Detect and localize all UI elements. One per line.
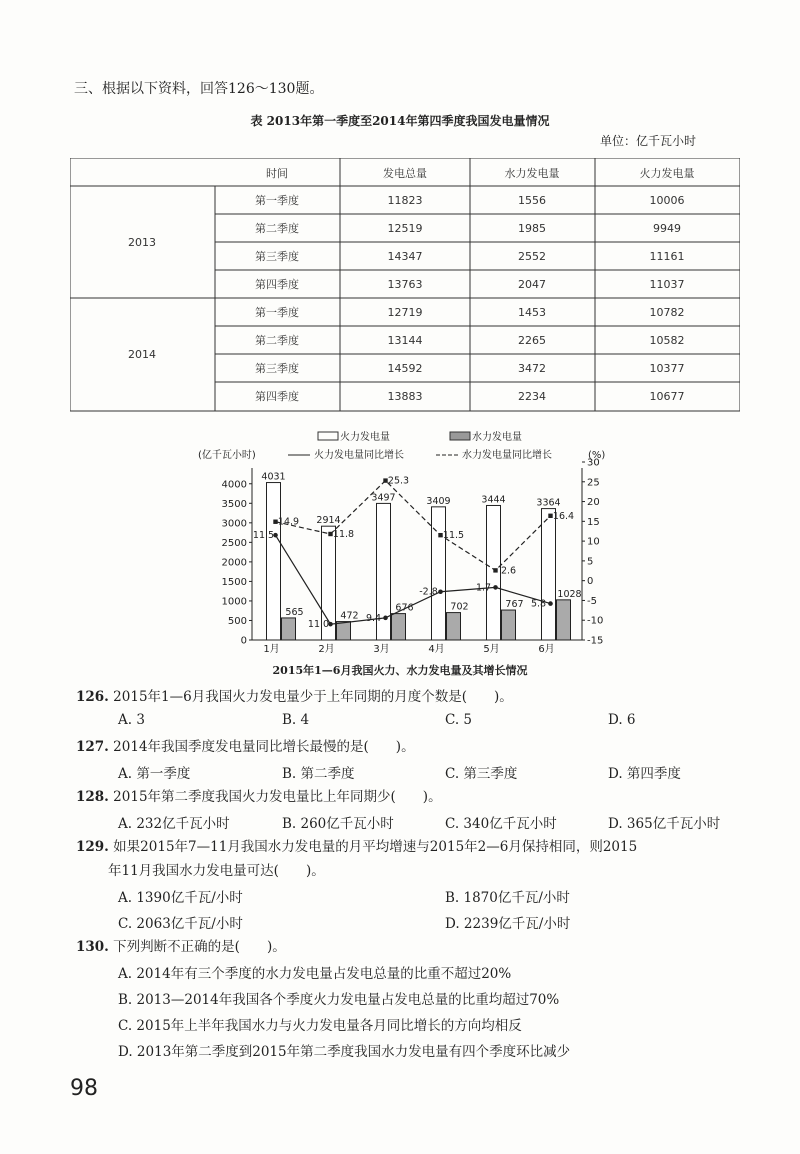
option: D. 第四季度: [608, 766, 681, 782]
right-tick: 25: [587, 477, 600, 489]
table-header: 火力发电量: [639, 167, 695, 180]
thermal-bar-label: 2914: [316, 515, 341, 527]
thermal-growth-label: 11.0: [307, 619, 330, 631]
table-cell: 13763: [387, 278, 423, 291]
option: C. 2063亿千瓦/小时: [118, 916, 243, 932]
table-cell: 2552: [518, 250, 546, 263]
table-year: 2013: [128, 236, 156, 249]
thermal-growth-label: 5.8: [530, 598, 547, 610]
hydro-bar: [447, 613, 461, 640]
thermal-growth-point: [383, 616, 388, 621]
option: D. 2013年第二季度到2015年第二季度我国水力发电量有四个季度环比减少: [118, 1044, 571, 1060]
table-cell: 10006: [649, 194, 685, 207]
hydro-bar-label: 676: [395, 602, 414, 614]
option: B. 4: [282, 712, 310, 728]
right-tick: 15: [587, 516, 600, 528]
table-cell: 2234: [518, 390, 546, 403]
table-title: 表 2013年第一季度至2014年第四季度我国发电量情况: [250, 114, 550, 128]
hydro-bar: [392, 614, 406, 640]
left-tick: 1000: [221, 596, 247, 608]
question-text: 2015年第二季度我国火力发电量比上年同期少( )。: [108, 789, 442, 805]
hydro-growth-label: 14.9: [277, 516, 300, 528]
table-header: 水力发电量: [504, 167, 560, 180]
legend-thermal-growth-label: 火力发电量同比增长: [314, 450, 404, 461]
option: C. 340亿千瓦小时: [445, 816, 557, 832]
hydro-growth-label: 25.3: [387, 475, 410, 487]
table-cell: 1556: [518, 194, 546, 207]
question-text: 2014年我国季度发电量同比增长最慢的是( )。: [108, 739, 415, 755]
thermal-bar-label: 3364: [536, 497, 561, 509]
hydro-growth-point: [493, 568, 497, 572]
thermal-bar: [542, 509, 556, 640]
thermal-growth-label: -2.8: [419, 586, 438, 598]
table-cell: 第四季度: [255, 390, 299, 403]
legend-hydro-label: 水力发电量: [472, 432, 522, 443]
chart-caption: 2015年1—6月我国火力、水力发电量及其增长情况: [272, 664, 528, 677]
table-cell: 第二季度: [255, 334, 299, 347]
question-number: 129.: [76, 839, 109, 855]
option: A. 3: [118, 712, 145, 728]
table-cell: 1453: [518, 306, 546, 319]
table-cell: 12519: [387, 222, 423, 235]
x-tick: 5月: [483, 644, 500, 655]
option: A. 1390亿千瓦/小时: [118, 890, 243, 906]
x-tick: 3月: [373, 644, 390, 655]
hydro-bar: [502, 610, 516, 640]
table-cell: 第一季度: [255, 306, 299, 319]
table-header: 发电总量: [383, 167, 427, 180]
left-axis-unit: (亿千瓦小时): [198, 450, 256, 461]
hydro-growth-label: 11.8: [332, 528, 355, 540]
table-cell: 11037: [649, 278, 685, 291]
left-tick: 3500: [221, 498, 247, 510]
thermal-growth-point: [493, 585, 498, 590]
table-cell: 第三季度: [255, 362, 299, 375]
right-tick: -10: [587, 615, 604, 627]
table-cell: 11161: [649, 250, 685, 263]
left-tick: 2000: [221, 557, 247, 569]
hydro-bar-label: 702: [450, 601, 469, 613]
option: B. 260亿千瓦小时: [282, 816, 394, 832]
table-cell: 10677: [649, 390, 685, 403]
table-cell: 第二季度: [255, 222, 299, 235]
x-tick: 6月: [538, 644, 555, 655]
option: C. 2015年上半年我国水力与火力发电量各月同比增长的方向均相反: [118, 1018, 522, 1034]
question-stem: [76, 688, 513, 706]
option: C. 5: [445, 712, 473, 728]
right-tick: 20: [587, 497, 600, 509]
right-tick: -5: [587, 595, 597, 607]
question-text: 下列判断不正确的是( )。: [108, 939, 286, 955]
left-tick: 4000: [221, 479, 247, 491]
legend-thermal-swatch: [318, 432, 338, 440]
legend-hydro-swatch: [450, 432, 470, 440]
question-stem: [76, 788, 442, 806]
right-tick: 10: [587, 536, 600, 548]
legend-thermal-label: 火力发电量: [340, 432, 390, 443]
option: D. 2239亿千瓦/小时: [445, 916, 571, 932]
hydro-bar: [337, 622, 351, 640]
left-tick: 0: [240, 635, 247, 647]
hydro-bar-label: 565: [285, 606, 304, 618]
table-cell: 14592: [387, 362, 423, 375]
thermal-bar: [487, 505, 501, 640]
table-cell: 3472: [518, 362, 546, 375]
table-cell: 11823: [387, 194, 423, 207]
thermal-bar: [432, 507, 446, 640]
option: D. 365亿千瓦小时: [608, 816, 721, 832]
left-tick: 500: [227, 615, 247, 627]
left-tick: 2500: [221, 537, 247, 549]
hydro-thermal-chart: [190, 428, 610, 678]
question-stem: [76, 738, 415, 756]
table-cell: 12719: [387, 306, 423, 319]
x-tick: 1月: [263, 644, 280, 655]
thermal-bar-label: 3497: [371, 492, 396, 504]
hydro-growth-label: 2.6: [500, 565, 517, 577]
x-tick: 2月: [318, 644, 335, 655]
question-text-cont: 年11月我国水力发电量可达( )。: [108, 863, 325, 879]
question-number: 128.: [76, 789, 109, 805]
right-axis-unit: (%): [588, 450, 606, 461]
legend-hydro-growth-label: 水力发电量同比增长: [462, 450, 552, 461]
hydro-bar-label: 767: [505, 599, 524, 611]
thermal-growth-label: 9.4: [365, 612, 382, 624]
table-cell: 9949: [653, 222, 681, 235]
table-cell: 10782: [649, 306, 685, 319]
table-year: 2014: [128, 348, 156, 361]
left-tick: 1500: [221, 576, 247, 588]
question-number: 126.: [76, 689, 109, 705]
thermal-bar-label: 3409: [426, 495, 451, 507]
thermal-growth-point: [548, 601, 553, 606]
question-text: 如果2015年7—11月我国水力发电量的月平均增速与2015年2—6月保持相同，则2015: [108, 839, 638, 855]
right-tick: 30: [587, 457, 600, 469]
table-cell: 14347: [387, 250, 423, 263]
option: A. 232亿千瓦小时: [118, 816, 230, 832]
table-header: 时间: [266, 167, 288, 180]
page-number: 98: [70, 1076, 98, 1101]
hydro-growth-label: 11.5: [442, 530, 465, 542]
hydro-bar: [557, 600, 571, 640]
right-tick: 5: [587, 556, 594, 568]
question-number: 127.: [76, 739, 109, 755]
right-tick: 0: [587, 576, 594, 588]
question-text: 2015年1—6月我国火力发电量少于上年同期的月度个数是( )。: [108, 689, 513, 705]
question-stem: [76, 838, 637, 856]
thermal-bar-label: 4031: [261, 471, 286, 483]
data-table: [70, 158, 740, 412]
thermal-growth-label: 11.5: [252, 530, 275, 542]
option: B. 第二季度: [282, 766, 355, 782]
table-cell: 第四季度: [255, 278, 299, 291]
option: D. 6: [608, 712, 636, 728]
thermal-growth-point: [438, 589, 443, 594]
x-tick: 4月: [428, 644, 445, 655]
question-number: 130.: [76, 939, 109, 955]
table-cell: 2265: [518, 334, 546, 347]
table-cell: 第一季度: [255, 194, 299, 207]
table-cell: 10582: [649, 334, 685, 347]
table-cell: 第三季度: [255, 250, 299, 263]
unit-label: 单位：亿千瓦小时: [600, 134, 697, 148]
table-cell: 13144: [387, 334, 423, 347]
option: A. 第一季度: [118, 766, 191, 782]
thermal-bar-label: 3444: [481, 494, 506, 506]
hydro-growth-label: 16.4: [552, 510, 575, 522]
right-tick: -15: [587, 635, 604, 647]
option: C. 第三季度: [445, 766, 518, 782]
option: A. 2014年有三个季度的水力发电量占发电总量的比重不超过20%: [118, 966, 512, 982]
option: B. 1870亿千瓦/小时: [445, 890, 570, 906]
section-heading: 三、根据以下资料，回答126～130题。: [74, 81, 324, 97]
question-stem: [76, 938, 286, 956]
thermal-bar: [267, 483, 281, 640]
thermal-growth-label: 1.7: [475, 582, 492, 594]
table-cell: 10377: [649, 362, 685, 375]
hydro-bar-label: 1028: [557, 588, 582, 600]
hydro-bar-label: 472: [340, 610, 359, 622]
table-cell: 1985: [518, 222, 546, 235]
left-tick: 3000: [221, 518, 247, 530]
hydro-bar: [282, 618, 296, 640]
table-cell: 2047: [518, 278, 546, 291]
option: B. 2013—2014年我国各个季度火力发电量占发电总量的比重均超过70%: [118, 992, 560, 1008]
table-cell: 13883: [387, 390, 423, 403]
